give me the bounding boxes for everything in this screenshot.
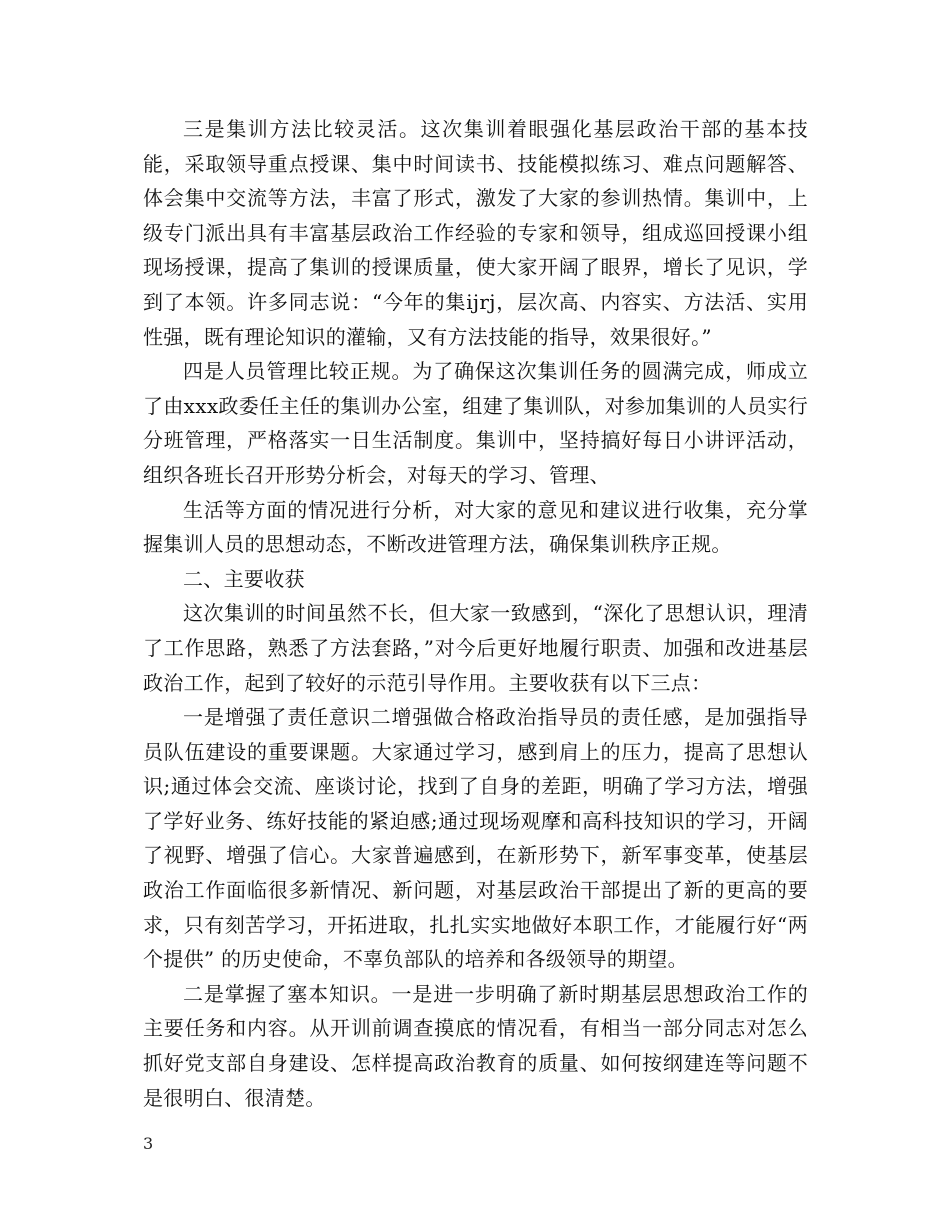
paragraph-daily-life-analysis: 生活等方面的情况进行分析，对大家的意见和建议进行收集，充分掌握集训人员的思想动态，不断改进管理方法，确保集训秩序正规。: [143, 497, 808, 557]
paragraph-basic-knowledge: 二是掌握了塞本知识。一是进一步明确了新时期基层思想政治工作的主要任务和内容。从开训前调查摸底的情况看，有相当一部分同志对怎么抓好党支部自身建设、怎样提高政治教育的质量、如何按纲建连等问题不是很明白、很清楚。: [143, 981, 808, 1110]
document-body: [143, 112, 808, 1115]
paragraph-responsibility-awareness: 一是增强了责任意识二增强做合格政治指导员的责任感，是加强指导员队伍建设的重要课题。大家通过学习，感到肩上的压力，提高了思想认识;通过体会交流、座谈讨论，找到了自身的差距，明确了学习方法，增强了学好业务、练好技能的紧迫感;通过现场观摩和高科技知识的学习，开阔了视野、增强了信心。大家普遍感到，在新形势下，新军事变革，使基层政治工作面临很多新情况、新问题，对基层政治干部提出了新的更高的要求，只有刻苦学习，开拓进取，扎扎实实地做好本职工作，才能履行好“两个提供” 的历史使命，不辜负部队的培养和各级领导的期望。: [143, 705, 808, 972]
paragraph-personnel-management: 四是人员管理比较正规。为了确保这次集训任务的圆满完成，师成立了由xxx政委任主任的集训办公室，组建了集训队，对参加集训的人员实行分班管理，严格落实一日生活制度。集训中，坚持搞好每日小讲评活动，组织各班长召开形势分析会，对每天的学习、管理、: [143, 359, 808, 487]
paragraph-method-flexible: 三是集训方法比较灵活。这次集训着眼强化基层政治干部的基本技能，采取领导重点授课、集中时间读书、技能模拟练习、难点问题解答、体会集中交流等方法，丰富了形式，激发了大家的参训热情。集训中，上级专门派出具有丰富基层政治工作经验的专家和领导，组成巡回授课小组现场授课，提高了集训的授课质量，使大家开阔了眼界，增长了见识，学到了本领。许多同志说：“今年的集ijrj，层次高、内容实、方法活、实用性强，既有理论知识的灌输，又有方法技能的指导，效果很好。”: [143, 117, 808, 349]
paragraph-gains-intro: 这次集训的时间虽然不长，但大家一致感到，“深化了思想认识，理清了工作思路，熟悉了方法套路，”对今后更好地履行职责、加强和改进基层政治工作，起到了较好的示范引导作用。主要收获有以下三点：: [143, 601, 808, 695]
page-number: 3: [143, 1134, 154, 1153]
section-heading-main-gains: 二、主要收获: [183, 566, 305, 591]
